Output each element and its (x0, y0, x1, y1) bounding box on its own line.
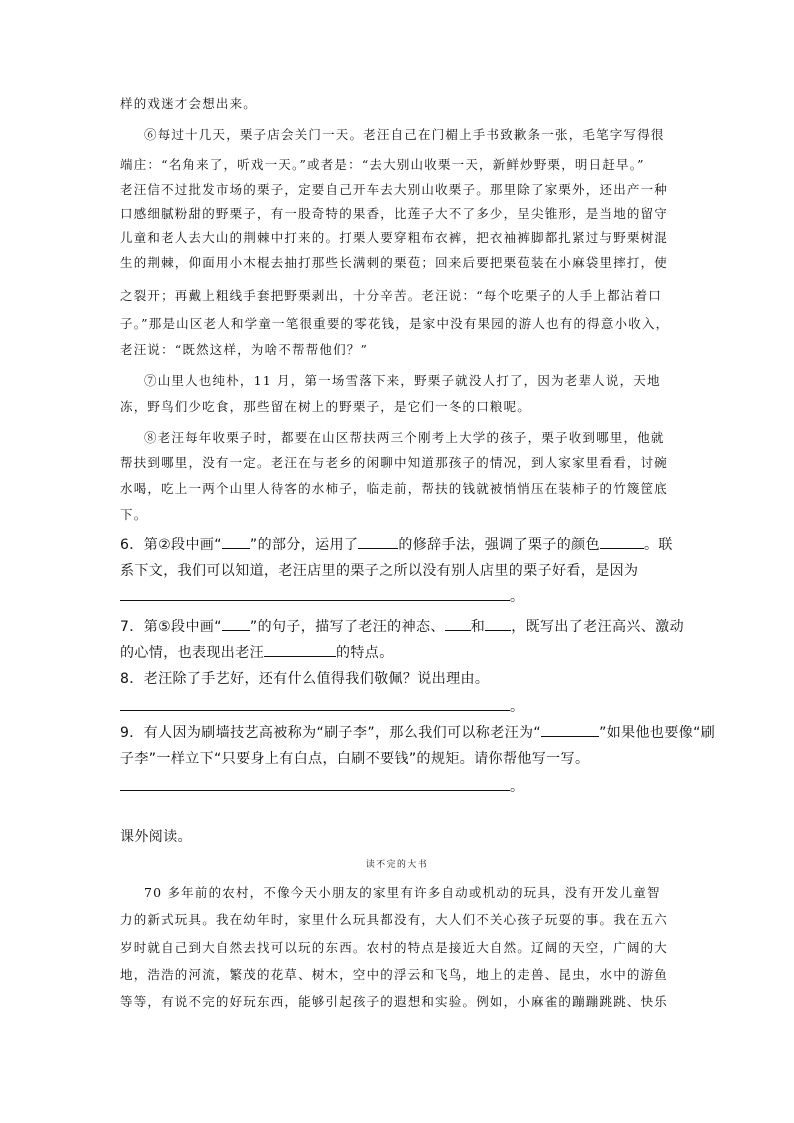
passage-line: 老汪信不过批发市场的栗子，定要自己开车去大别山收栗子。那里除了家栗外，还出产一种 (120, 182, 669, 197)
question-9 (120, 722, 715, 742)
q7-text-4: ，既写出了老汪高兴、激动 (511, 619, 684, 635)
passage-line: ⑥每过十几天，栗子店会关门一天。老汪自己在门楣上手书致歉条一张，毛笔字写得很 (144, 127, 665, 142)
q8-end: 。 (510, 699, 525, 715)
passage-line: 老汪说：“既然这样，为啥不帮帮他们？” (120, 342, 369, 357)
q6-text-4: 。联 (643, 537, 673, 553)
passage-line: 样的戏迷才会想出来。 (120, 96, 258, 111)
q7-text-3: 和 (470, 619, 486, 635)
q7-text-2: ”的句子，描写了老汪的神态、 (249, 619, 445, 635)
q9-answer-blank[interactable] (120, 777, 510, 791)
q7-blank-sentence[interactable] (222, 617, 250, 631)
article-line: 地，浩浩的河流，繁茂的花草、树木，空中的浮云和飞鸟，地上的走兽、昆虫，水中的游鱼 (120, 967, 669, 982)
passage-line: 之裂开；再戴上粗线手套把野栗剥出，十分辛苦。老汪说：“每个吃栗子的人手上都沾着口 (120, 288, 662, 303)
question-6-line-2: 系下文，我们可以知道，老汪店里的栗子之所以没有别人店里的栗子好看，是因为 (120, 563, 639, 579)
q7-text-6: 的特点。 (336, 645, 394, 661)
passage-line: 子。”那是山区老人和学童一笔很重要的零花钱，是家中没有果园的游人也有的得意小收入， (120, 316, 670, 331)
passage-line: 端庄：“名角来了，听戏一天。”或者是：“去大别山收栗一天，新鲜炒野栗，明日赶早。” (120, 157, 645, 172)
article-line: 力的新式玩具。我在幼年时，家里什么玩具都没有，大人们不关心孩子玩耍的事。我在五六 (120, 912, 669, 927)
passage-line: 水喝，吃上一两个山里人待客的水柿子，临走前，帮扶的钱就被悄悄压在装柿子的竹篾筐底 (120, 481, 669, 496)
article-line: 70 多年前的农村，不像今天小朋友的家里有许多自动或机动的玩具，没有开发儿童智 (144, 885, 661, 900)
q6-blank-color[interactable] (600, 535, 644, 549)
question-6 (120, 534, 673, 554)
q8-answer-blank[interactable] (120, 697, 510, 711)
q6-text-3: 的修辞手法，强调了栗子的颜色 (398, 537, 600, 553)
question-9-answer-line (120, 776, 524, 796)
q9-text-1: 9．有人因为刷墙技艺高被称为“刷子李”，那么我们可以称老汪为“ (120, 725, 542, 741)
q7-blank-expression-2[interactable] (485, 617, 511, 631)
q7-text-1: 7．第⑤段中画“ (120, 619, 222, 635)
passage-line: 帮扶到哪里，没有一定。老汪在与老乡的闲聊中知道那孩子的情况，到人家家里看看，讨碗 (120, 455, 669, 470)
question-8: 8．老汪除了手艺好，还有什么值得我们敬佩？说出理由。 (120, 671, 490, 687)
q6-text-1: 6．第②段中画“ (120, 537, 222, 553)
q6-blank-underline-phrase[interactable] (222, 535, 250, 549)
section-heading: 课外阅读。 (120, 829, 192, 845)
article-title: 读不完的大书 (365, 860, 429, 870)
q9-end: 。 (510, 779, 525, 795)
q9-blank-nickname[interactable] (541, 723, 599, 737)
q6-end: 。 (510, 589, 525, 605)
passage-line: 下。 (120, 507, 148, 522)
question-6-answer-line (120, 586, 524, 606)
article-line: 等等，有说不完的好玩东西，能够引起孩子的遐想和实验。例如，小麻雀的蹦蹦跳跳、快乐 (120, 994, 669, 1009)
q6-text-2: ”的部分，运用了 (249, 537, 359, 553)
passage-line: 儿童和老人去大山的荆棘中打来的。打栗人要穿粗布衣裤，把衣袖裤脚都扎紧过与野栗树混 (120, 230, 669, 245)
question-8-answer-line (120, 696, 524, 716)
q7-text-5: 的心情，也表现出老汪 (120, 645, 264, 661)
passage-line: ⑧老汪每年收栗子时，都要在山区帮扶两三个刚考上大学的孩子，栗子收到哪里，他就 (144, 430, 665, 445)
question-9-line-2: 子李”一样立下“只要身上有白点，白刷不要钱”的规矩。请你帮他写一写。 (120, 751, 590, 767)
passage-line: 口感细腻粉甜的野栗子，有一股奇特的果香，比莲子大不了多少，呈尖锥形，是当地的留守 (120, 206, 669, 221)
passage-line: 生的荆棘，仰面用小木棍去抽打那些长满刺的栗苞；回来后要把栗苞装在小麻袋里摔打，使 (120, 255, 669, 270)
q7-blank-expression-1[interactable] (445, 617, 471, 631)
q7-blank-trait[interactable] (264, 643, 336, 657)
q6-answer-blank[interactable] (120, 587, 510, 601)
question-7-line-2 (120, 642, 394, 662)
passage-line: ⑦山里人也纯朴，11 月，第一场雪落下来，野栗子就没人打了，因为老辈人说，天地 (144, 373, 661, 388)
question-7 (120, 616, 684, 636)
article-line: 岁时就自己到大自然去找可以玩的东西。农村的特点是接近大自然。辽阔的天空，广阔的大 (120, 940, 669, 955)
q9-text-2: ”如果他也要像“刷 (599, 725, 716, 741)
passage-line: 冻，野鸟们少吃食，那些留在树上的野栗子，是它们一冬的口粮呢。 (120, 399, 532, 414)
q6-blank-rhetoric[interactable] (358, 535, 398, 549)
